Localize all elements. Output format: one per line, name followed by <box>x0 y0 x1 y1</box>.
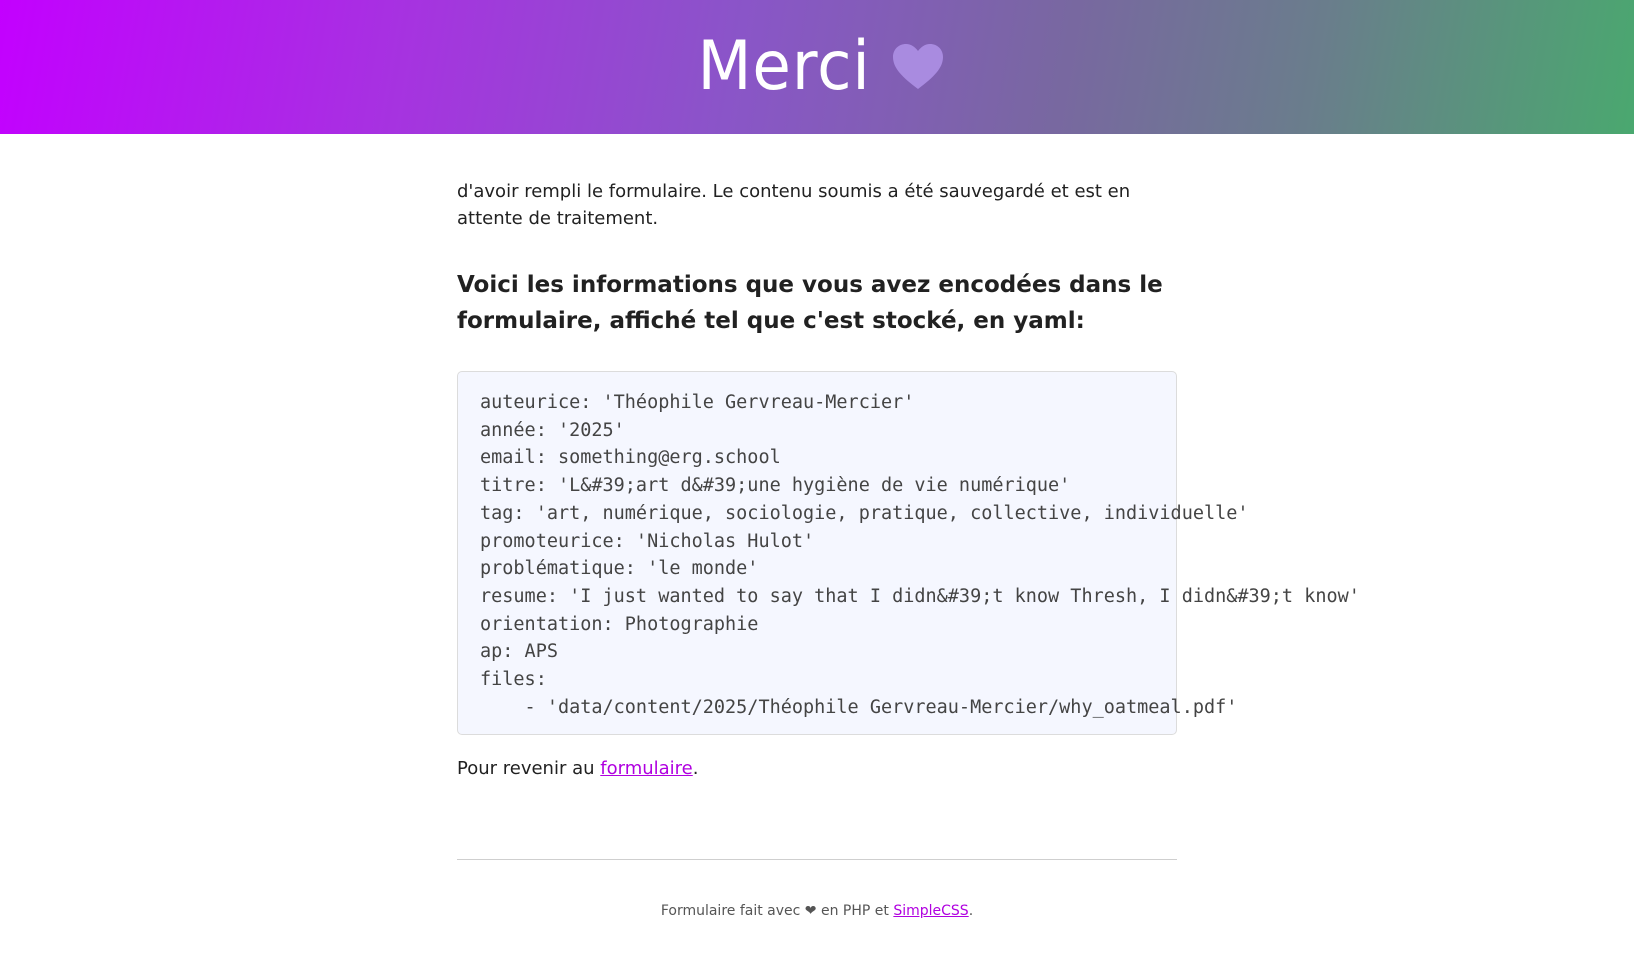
yaml-line: files: <box>480 669 547 691</box>
return-suffix: . <box>692 758 699 779</box>
yaml-line: orientation: Photographie <box>480 613 759 635</box>
yaml-line: titre: 'L&#39;art d&#39;une hygiène de vie numérique' <box>480 475 1071 497</box>
form-link[interactable]: formulaire <box>600 758 693 779</box>
simplecss-link[interactable]: SimpleCSS <box>893 903 969 919</box>
yaml-line: année: '2025' <box>480 419 625 441</box>
heart-icon <box>892 43 944 91</box>
page-title-text: Merci <box>697 27 871 106</box>
yaml-line: - 'data/content/2025/Théophile Gervreau-Mercier/why_oatmeal.pdf' <box>480 696 1238 718</box>
yaml-line: resume: 'I just wanted to say that I didn&#39;t know Thresh, I didn&#39;t know' <box>480 585 1360 607</box>
yaml-code-block[interactable] <box>457 371 1360 735</box>
yaml-line: problématique: 'le monde' <box>480 558 759 580</box>
intro-text: d'avoir rempli le formulaire. Le contenu soumis a été sauvegardé et est en attente de traitement. <box>457 181 1131 229</box>
yaml-line: ap: APS <box>480 641 558 663</box>
yaml-code <box>480 389 1360 721</box>
footer-divider <box>457 859 1177 860</box>
yaml-line: auteurice: 'Théophile Gervreau-Mercier' <box>480 392 915 413</box>
page-footer <box>0 903 1634 919</box>
section-heading: Voici les informations que vous avez encodées dans le formulaire, affiché tel que c'est stocké, en yaml: <box>457 272 1163 334</box>
return-line <box>457 755 1177 782</box>
yaml-line: promoteurice: 'Nicholas Hulot' <box>480 530 815 552</box>
yaml-line: tag: 'art, numérique, sociologie, pratique, collective, individuelle' <box>480 502 1249 524</box>
page-header <box>0 0 1634 134</box>
return-prefix: Pour revenir au <box>457 758 601 779</box>
yaml-line: email: something@erg.school <box>480 447 781 469</box>
footer-prefix: Formulaire fait avec ❤ en PHP et <box>660 903 894 919</box>
main-content <box>457 134 1360 860</box>
page-title <box>690 27 944 106</box>
footer-suffix: . <box>968 903 974 919</box>
